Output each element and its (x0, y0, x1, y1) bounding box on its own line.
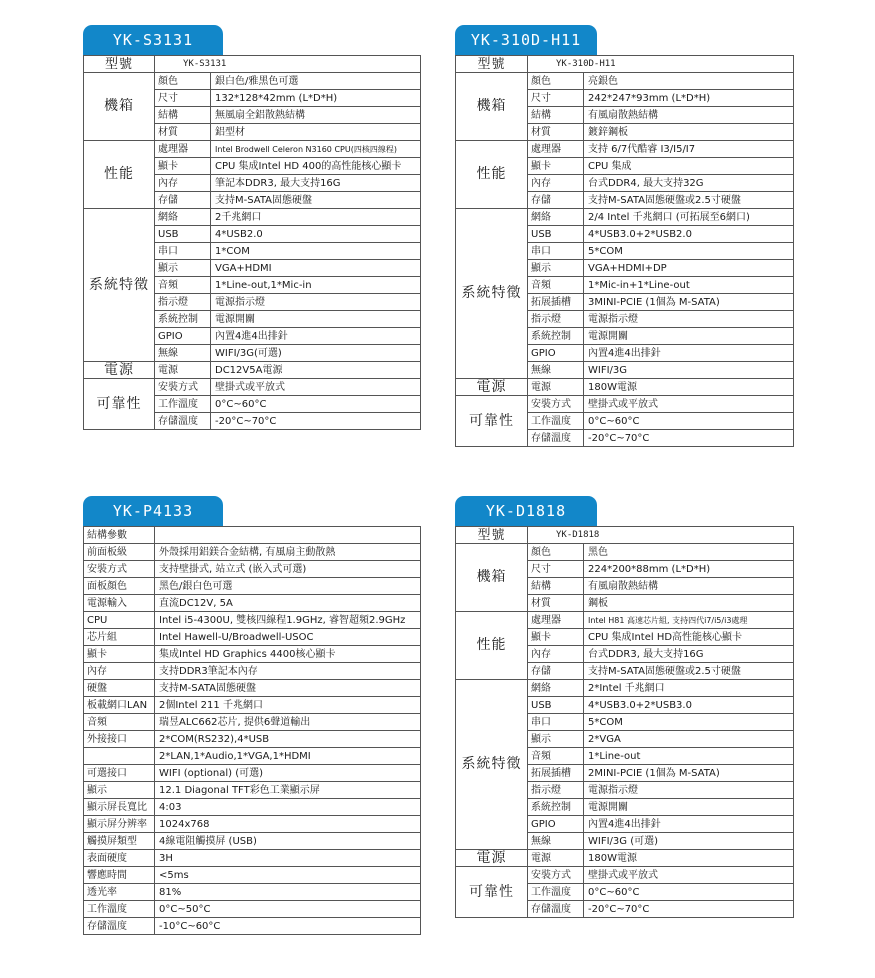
spec-value: 4*USB2.0 (211, 226, 421, 243)
spec-value: CPU 集成 (584, 158, 794, 175)
spec-value: 180W電源 (584, 850, 794, 867)
spec-value: Intel Brodwell Celeron N3160 CPU(四核四線程) (211, 141, 421, 158)
spec-label: 材質 (528, 124, 584, 141)
spec-label: 內存 (528, 175, 584, 192)
spec-label: 工作溫度 (528, 884, 584, 901)
spec-label: 網絡 (528, 680, 584, 697)
spec-value: 支持 6/7代酷睿 I3/I5/I7 (584, 141, 794, 158)
spec-label: 存儲溫度 (528, 901, 584, 918)
spec-label: 內存 (84, 663, 155, 680)
spec-label: 板載網口LAN (84, 697, 155, 714)
spec-value: -20°C~70°C (584, 901, 794, 918)
spec-label: 硬盤 (84, 680, 155, 697)
spec-row (84, 918, 421, 935)
group-label: 機箱 (456, 544, 528, 612)
spec-label: 內存 (155, 175, 211, 192)
spec-row (84, 527, 421, 544)
spec-table-yk-310d-h11 (455, 55, 794, 447)
spec-row (456, 141, 794, 158)
spec-value: 電源開關 (584, 799, 794, 816)
spec-value: 3H (155, 850, 421, 867)
spec-row (456, 544, 794, 561)
spec-label: 存儲 (528, 192, 584, 209)
spec-value: 2*Intel 千兆網口 (584, 680, 794, 697)
spec-value: 電源指示燈 (584, 782, 794, 799)
spec-label: 網絡 (528, 209, 584, 226)
spec-value: 內置4進4出排針 (211, 328, 421, 345)
spec-label: 顯卡 (155, 158, 211, 175)
spec-row (84, 884, 421, 901)
spec-value: 2MINI-PCIE (1個為 M-SATA) (584, 765, 794, 782)
spec-row (456, 379, 794, 396)
spec-label: 串口 (528, 714, 584, 731)
spec-label: 表面硬度 (84, 850, 155, 867)
spec-value: 3MINI-PCIE (1個為 M-SATA) (584, 294, 794, 311)
spec-label: 顯示 (528, 731, 584, 748)
spec-value: 2*COM(RS232),4*USB (155, 731, 421, 748)
spec-value: WIFI/3G(可選) (211, 345, 421, 362)
spec-row (84, 731, 421, 748)
spec-label: 音頻 (84, 714, 155, 731)
spec-row (84, 867, 421, 884)
spec-label: 安裝方式 (528, 867, 584, 884)
model-value: YK-S3131 (155, 56, 421, 73)
spec-label: 顯卡 (528, 158, 584, 175)
spec-label: 觸摸屏類型 (84, 833, 155, 850)
spec-tab-yk-p4133: YK-P4133 (83, 496, 223, 526)
spec-value: CPU 集成Intel HD 400的高性能核心顯卡 (211, 158, 421, 175)
model-label: 型號 (456, 56, 528, 73)
spec-row (84, 714, 421, 731)
spec-tab-yk-d1818: YK-D1818 (455, 496, 597, 526)
spec-label: 結構參數 (84, 527, 155, 544)
spec-row (84, 663, 421, 680)
spec-label: 電源 (528, 379, 584, 396)
spec-label: 顯示 (528, 260, 584, 277)
spec-value: 電源開關 (584, 328, 794, 345)
spec-value: 支持M-SATA固態硬盤或2.5寸硬盤 (584, 663, 794, 680)
spec-value: WIFI/3G (584, 362, 794, 379)
spec-value: 亮銀色 (584, 73, 794, 90)
spec-label: 系統控制 (528, 328, 584, 345)
spec-label: 無線 (155, 345, 211, 362)
model-row (456, 56, 794, 73)
spec-value: -10°C~60°C (155, 918, 421, 935)
spec-label: 拓展插槽 (528, 765, 584, 782)
spec-label: 指示燈 (528, 311, 584, 328)
spec-value: 鍍鋅鋼板 (584, 124, 794, 141)
spec-row (84, 646, 421, 663)
spec-label: 顏色 (155, 73, 211, 90)
spec-row (84, 379, 421, 396)
spec-label: 前面板級 (84, 544, 155, 561)
spec-value: 台式DDR4, 最大支持32G (584, 175, 794, 192)
spec-value: 2*LAN,1*Audio,1*VGA,1*HDMI (155, 748, 421, 765)
spec-label: GPIO (528, 816, 584, 833)
spec-label: 顯示 (84, 782, 155, 799)
group-label: 電源 (456, 379, 528, 396)
spec-tab-yk-s3131: YK-S3131 (83, 25, 223, 55)
spec-value: 電源開關 (211, 311, 421, 328)
spec-value: 壁掛式或平放式 (584, 396, 794, 413)
spec-value: 鋁型材 (211, 124, 421, 141)
spec-value: -20°C~70°C (211, 413, 421, 430)
spec-row (84, 850, 421, 867)
spec-row (84, 697, 421, 714)
spec-label: 面板顏色 (84, 578, 155, 595)
spec-value: 無風扇全鋁散熱結構 (211, 107, 421, 124)
spec-label: 顯示屏分辨率 (84, 816, 155, 833)
spec-row (84, 362, 421, 379)
spec-label: 存儲 (528, 663, 584, 680)
group-label: 可靠性 (84, 379, 155, 430)
spec-row (84, 816, 421, 833)
spec-row (84, 782, 421, 799)
spec-label: 電源 (155, 362, 211, 379)
spec-row (84, 680, 421, 697)
spec-label: 芯片組 (84, 629, 155, 646)
spec-value: 0°C~60°C (584, 884, 794, 901)
spec-row (84, 561, 421, 578)
spec-value: 直流DC12V, 5A (155, 595, 421, 612)
spec-value: 1024x768 (155, 816, 421, 833)
spec-label: 存儲 (155, 192, 211, 209)
spec-value: 台式DDR3, 最大支持16G (584, 646, 794, 663)
spec-value: 銀白色/雅黑色可選 (211, 73, 421, 90)
spec-value: 4*USB3.0+2*USB3.0 (584, 697, 794, 714)
model-value: YK-D1818 (528, 527, 794, 544)
spec-value: Intel Hawell-U/Broadwell-USOC (155, 629, 421, 646)
spec-row (84, 612, 421, 629)
spec-label: 處理器 (155, 141, 211, 158)
spec-label: 透光率 (84, 884, 155, 901)
group-label: 系統特徵 (456, 680, 528, 850)
spec-row (84, 544, 421, 561)
spec-label: 無線 (528, 362, 584, 379)
spec-value: 2千兆網口 (211, 209, 421, 226)
spec-value: CPU 集成Intel HD高性能核心顯卡 (584, 629, 794, 646)
group-label: 性能 (456, 141, 528, 209)
spec-label: GPIO (528, 345, 584, 362)
spec-label: 系統控制 (155, 311, 211, 328)
spec-label: 可選接口 (84, 765, 155, 782)
spec-value: 4*USB3.0+2*USB2.0 (584, 226, 794, 243)
spec-value: 瑞昱ALC662芯片, 提供6聲道輸出 (155, 714, 421, 731)
spec-label: 結構 (155, 107, 211, 124)
spec-row (456, 73, 794, 90)
spec-value: 外殼採用鋁鎂合金結構, 有風扇主動散熱 (155, 544, 421, 561)
spec-label: 材質 (528, 595, 584, 612)
spec-value: 1*COM (211, 243, 421, 260)
spec-label: 顯卡 (528, 629, 584, 646)
spec-table-yk-s3131 (83, 55, 421, 430)
spec-label: USB (528, 697, 584, 714)
spec-row (84, 748, 421, 765)
spec-value: -20°C~70°C (584, 430, 794, 447)
spec-value: 有風扇散熱結構 (584, 578, 794, 595)
spec-value (155, 527, 421, 544)
spec-value: 4:03 (155, 799, 421, 816)
spec-value: VGA+HDMI (211, 260, 421, 277)
spec-label: GPIO (155, 328, 211, 345)
spec-label: 材質 (155, 124, 211, 141)
spec-table-yk-d1818 (455, 526, 794, 918)
spec-value: 鋼板 (584, 595, 794, 612)
spec-label: 結構 (528, 578, 584, 595)
spec-label: 電源 (528, 850, 584, 867)
spec-value: DC12V5A電源 (211, 362, 421, 379)
spec-value: 2*VGA (584, 731, 794, 748)
spec-label: 顏色 (528, 73, 584, 90)
spec-label: USB (155, 226, 211, 243)
spec-label (84, 748, 155, 765)
spec-value: VGA+HDMI+DP (584, 260, 794, 277)
spec-label: 顯示 (155, 260, 211, 277)
group-label: 可靠性 (456, 396, 528, 447)
spec-value: 242*247*93mm (L*D*H) (584, 90, 794, 107)
spec-value: 黑色 (584, 544, 794, 561)
spec-label: 內存 (528, 646, 584, 663)
spec-value: 支持M-SATA固態硬盤或2.5寸硬盤 (584, 192, 794, 209)
spec-label: 工作溫度 (84, 901, 155, 918)
spec-row (456, 867, 794, 884)
spec-value: 81% (155, 884, 421, 901)
spec-label: 尺寸 (528, 90, 584, 107)
spec-value: Intel i5-4300U, 雙核四線程1.9GHz, 睿智超頻2.9GHz (155, 612, 421, 629)
spec-value: 5*COM (584, 243, 794, 260)
spec-table-yk-p4133 (83, 526, 421, 935)
spec-value: 內置4進4出排針 (584, 345, 794, 362)
group-label: 可靠性 (456, 867, 528, 918)
spec-label: 指示燈 (155, 294, 211, 311)
spec-label: 工作溫度 (155, 396, 211, 413)
model-label: 型號 (84, 56, 155, 73)
spec-label: 顏色 (528, 544, 584, 561)
model-row (84, 56, 421, 73)
spec-label: 系統控制 (528, 799, 584, 816)
spec-label: 顯示屏長寬比 (84, 799, 155, 816)
group-label: 機箱 (456, 73, 528, 141)
spec-row (84, 629, 421, 646)
spec-label: USB (528, 226, 584, 243)
spec-value: Intel H81 高速芯片組, 支持四代i7/i5/i3處理 (584, 612, 794, 629)
spec-value: 壁掛式或平放式 (584, 867, 794, 884)
spec-value: 支持M-SATA固態硬盤 (155, 680, 421, 697)
spec-value: 電源指示燈 (584, 311, 794, 328)
spec-tab-yk-310d-h11: YK-310D-H11 (455, 25, 597, 55)
spec-row (84, 595, 421, 612)
spec-label: 尺寸 (528, 561, 584, 578)
spec-value: 黑色/銀白色可選 (155, 578, 421, 595)
spec-row (84, 833, 421, 850)
spec-label: 存儲溫度 (528, 430, 584, 447)
spec-label: 尺寸 (155, 90, 211, 107)
spec-value: 壁掛式或平放式 (211, 379, 421, 396)
group-label: 系統特徵 (84, 209, 155, 362)
spec-value: 0°C~50°C (155, 901, 421, 918)
spec-value: 有風扇散熱結構 (584, 107, 794, 124)
spec-value: WIFI/3G (可選) (584, 833, 794, 850)
spec-value: <5ms (155, 867, 421, 884)
spec-value: 集成Intel HD Graphics 4400核心顯卡 (155, 646, 421, 663)
spec-row (456, 209, 794, 226)
group-label: 性能 (456, 612, 528, 680)
spec-value: 5*COM (584, 714, 794, 731)
spec-label: 音頻 (155, 277, 211, 294)
spec-row (84, 765, 421, 782)
model-label: 型號 (456, 527, 528, 544)
spec-row (84, 73, 421, 90)
spec-row (84, 901, 421, 918)
spec-label: 串口 (528, 243, 584, 260)
spec-row (456, 850, 794, 867)
spec-value: 支持DDR3筆記本內存 (155, 663, 421, 680)
spec-label: 網絡 (155, 209, 211, 226)
spec-row (456, 396, 794, 413)
group-label: 機箱 (84, 73, 155, 141)
spec-label: 拓展插槽 (528, 294, 584, 311)
spec-value: 2個Intel 211 千兆網口 (155, 697, 421, 714)
spec-label: 安裝方式 (155, 379, 211, 396)
spec-label: 顯卡 (84, 646, 155, 663)
spec-value: 1*Mic-in+1*Line-out (584, 277, 794, 294)
spec-label: 結構 (528, 107, 584, 124)
spec-value: 筆記本DDR3, 最大支持16G (211, 175, 421, 192)
spec-label: 響應時間 (84, 867, 155, 884)
spec-row (84, 578, 421, 595)
spec-value: 電源指示燈 (211, 294, 421, 311)
spec-label: 存儲溫度 (155, 413, 211, 430)
spec-value: 1*Line-out,1*Mic-in (211, 277, 421, 294)
spec-row (456, 680, 794, 697)
model-row (456, 527, 794, 544)
spec-label: 外接接口 (84, 731, 155, 748)
spec-value: 支持M-SATA固態硬盤 (211, 192, 421, 209)
spec-label: 處理器 (528, 141, 584, 158)
spec-label: 安裝方式 (528, 396, 584, 413)
spec-value: 內置4進4出排針 (584, 816, 794, 833)
spec-value: 180W電源 (584, 379, 794, 396)
spec-row (84, 799, 421, 816)
spec-label: 串口 (155, 243, 211, 260)
spec-label: 電源輸入 (84, 595, 155, 612)
spec-label: 音頻 (528, 277, 584, 294)
spec-value: 12.1 Diagonal TFT彩色工業顯示屏 (155, 782, 421, 799)
spec-value: 1*Line-out (584, 748, 794, 765)
spec-label: 處理器 (528, 612, 584, 629)
spec-value: 4線電阻觸摸屏 (USB) (155, 833, 421, 850)
spec-label: 安裝方式 (84, 561, 155, 578)
spec-value: 支持壁掛式, 站立式 (嵌入式可選) (155, 561, 421, 578)
spec-label: 音頻 (528, 748, 584, 765)
group-label: 電源 (456, 850, 528, 867)
spec-row (84, 141, 421, 158)
spec-value: 132*128*42mm (L*D*H) (211, 90, 421, 107)
spec-value: 224*200*88mm (L*D*H) (584, 561, 794, 578)
spec-row (84, 209, 421, 226)
group-label: 系統特徵 (456, 209, 528, 379)
group-label: 性能 (84, 141, 155, 209)
spec-value: 0°C~60°C (211, 396, 421, 413)
spec-label: 指示燈 (528, 782, 584, 799)
group-label: 電源 (84, 362, 155, 379)
spec-value: WIFI (optional) (可選) (155, 765, 421, 782)
spec-label: 工作溫度 (528, 413, 584, 430)
spec-label: CPU (84, 612, 155, 629)
spec-label: 無線 (528, 833, 584, 850)
spec-value: 2/4 Intel 千兆網口 (可拓展至6網口) (584, 209, 794, 226)
spec-value: 0°C~60°C (584, 413, 794, 430)
spec-row (456, 612, 794, 629)
spec-label: 存儲溫度 (84, 918, 155, 935)
model-value: YK-310D-H11 (528, 56, 794, 73)
